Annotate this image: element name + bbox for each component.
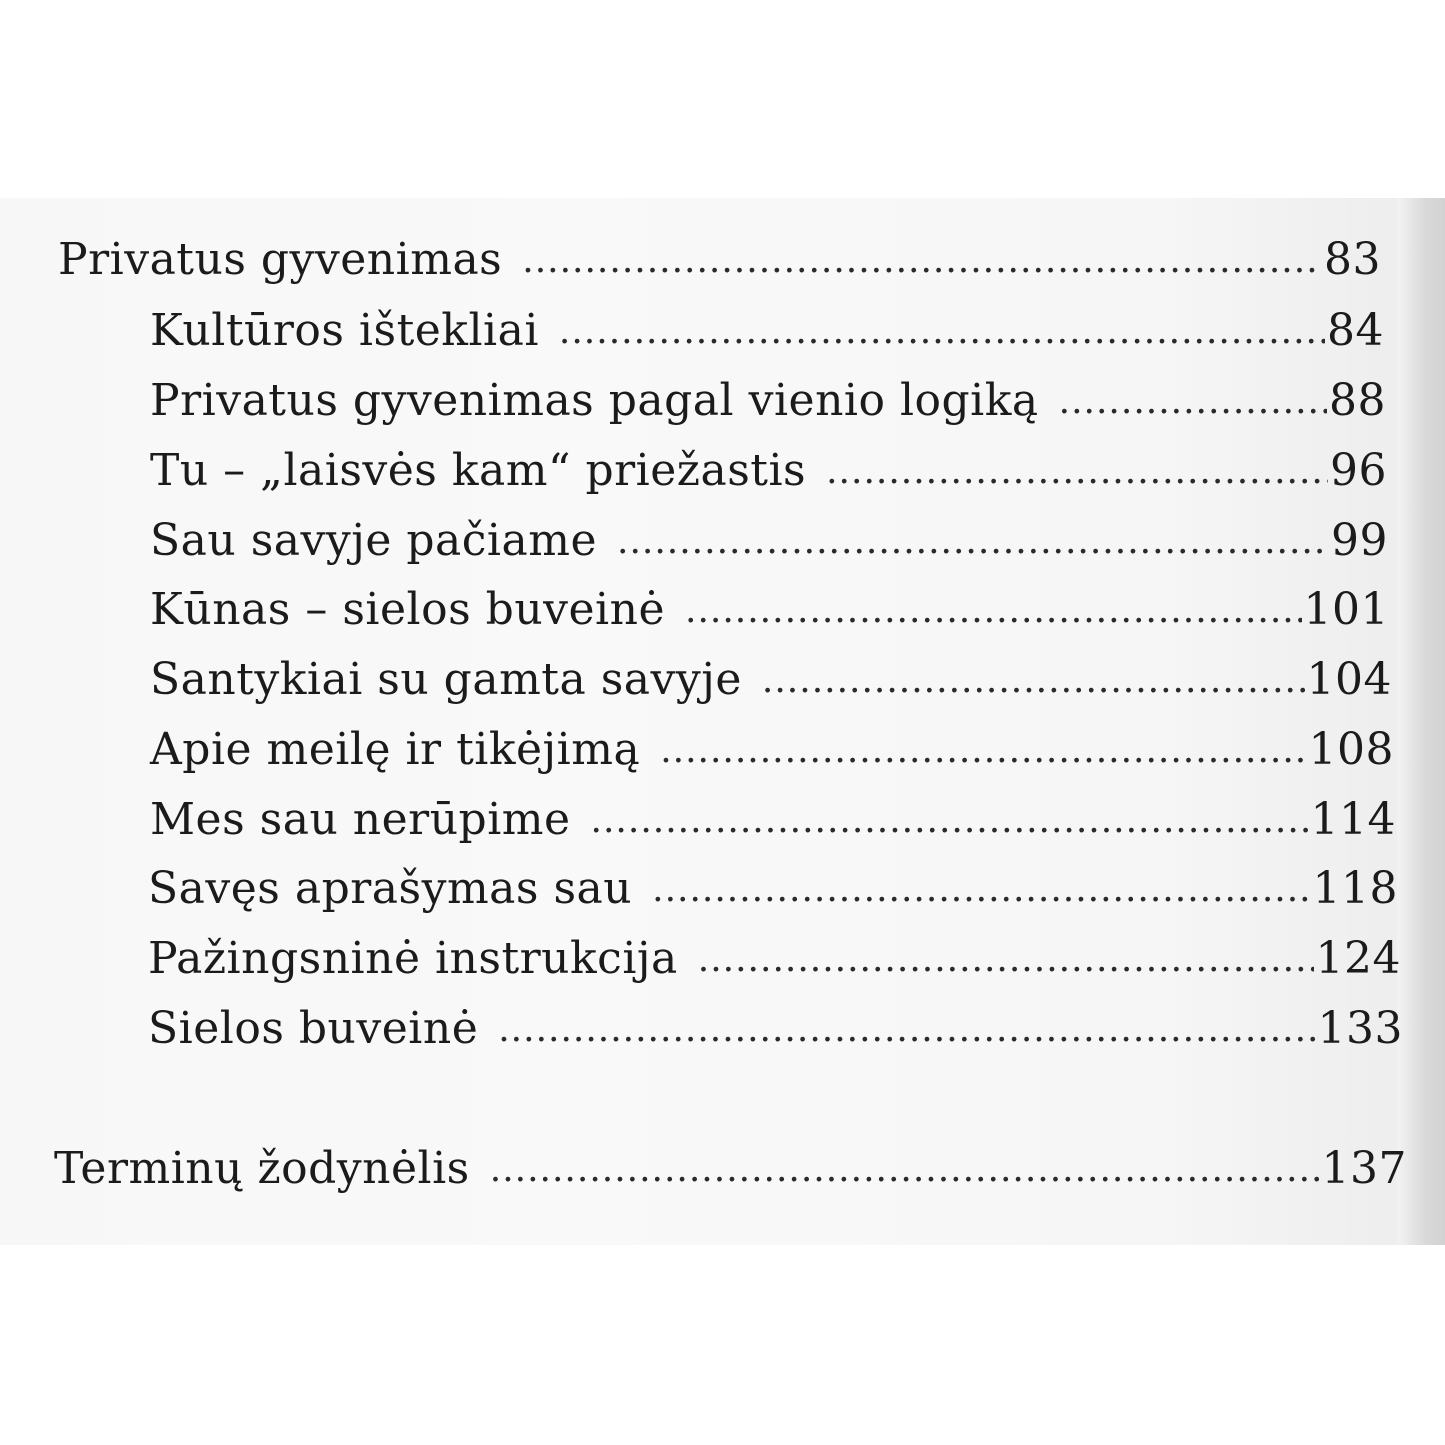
toc-entry-saves-aprasymas-sau — [148, 861, 1398, 917]
toc-leader-dots — [591, 793, 1309, 849]
toc-leader-dots — [617, 514, 1329, 570]
toc-leader-dots — [660, 723, 1306, 779]
toc-entry-sau-savyje-paciame — [150, 513, 1388, 569]
book-page — [0, 198, 1445, 1245]
toc-entry-title: Pažingsninė instrukcija — [148, 933, 678, 984]
toc-entry-title: Sau savyje pačiame — [150, 515, 598, 566]
toc-entry-page: 133 — [1317, 1003, 1403, 1054]
toc-entry-privatus-gyvenimas — [58, 232, 1381, 288]
toc-entry-page: 83 — [1324, 234, 1381, 285]
toc-leader-dots — [685, 583, 1302, 639]
toc-leader-dots — [490, 1142, 1320, 1198]
toc-entry-page: 99 — [1331, 515, 1388, 566]
toc-leader-dots — [652, 862, 1310, 918]
toc-entry-page: 108 — [1308, 724, 1394, 775]
toc-leader-dots — [498, 1002, 1315, 1058]
toc-entry-title: Privatus gyvenimas pagal vienio logiką — [150, 375, 1039, 426]
toc-entry-tu-laisves-kam-priezastis — [150, 443, 1387, 499]
toc-entry-kunas-sielos-buveine — [150, 582, 1389, 638]
toc-entry-privatus-gyvenimas-pagal-vienio-logika — [150, 373, 1386, 429]
toc-leader-dots — [1059, 374, 1327, 430]
toc-entry-page: 101 — [1303, 584, 1389, 635]
toc-entry-title: Santykiai su gamta savyje — [150, 654, 742, 705]
toc-entry-title: Apie meilę ir tikėjimą — [150, 724, 641, 775]
toc-leader-dots — [522, 233, 1322, 289]
toc-entry-title: Tu – „laisvės kam“ priežastis — [150, 445, 807, 496]
toc-entry-page: 114 — [1310, 794, 1396, 845]
toc-entry-mes-sau-nerupime — [150, 792, 1396, 848]
toc-entry-terminu-zodynelis — [54, 1141, 1407, 1197]
toc-leader-dots — [762, 653, 1305, 709]
toc-entry-title: Savęs aprašymas sau — [148, 863, 633, 914]
toc-entry-page: 96 — [1330, 445, 1387, 496]
table-of-contents — [0, 198, 1445, 1245]
toc-leader-dots — [559, 304, 1325, 360]
toc-entry-page: 137 — [1321, 1143, 1407, 1194]
toc-entry-title: Sielos buveinė — [148, 1003, 479, 1054]
toc-leader-dots — [826, 444, 1328, 500]
toc-entry-page: 118 — [1312, 863, 1398, 914]
toc-entry-title: Kultūros ištekliai — [150, 305, 539, 356]
toc-entry-title: Kūnas – sielos buveinė — [150, 584, 666, 635]
toc-entry-apie-meile-ir-tikejima — [150, 722, 1394, 778]
toc-entry-page: 88 — [1329, 375, 1386, 426]
toc-entry-sielos-buveine — [148, 1001, 1403, 1057]
toc-entry-kulturos-istekliai — [150, 303, 1384, 359]
toc-entry-title: Mes sau nerūpime — [150, 794, 571, 845]
toc-entry-title: Terminų žodynėlis — [54, 1143, 470, 1194]
toc-leader-dots — [698, 932, 1314, 988]
toc-entry-santykiai-su-gamta-savyje — [150, 652, 1392, 708]
toc-entry-title: Privatus gyvenimas — [58, 234, 503, 285]
toc-entry-pazingsnine-instrukcija — [148, 931, 1401, 987]
toc-entry-page: 124 — [1315, 933, 1401, 984]
toc-entry-page: 104 — [1306, 654, 1392, 705]
toc-entry-page: 84 — [1327, 305, 1384, 356]
